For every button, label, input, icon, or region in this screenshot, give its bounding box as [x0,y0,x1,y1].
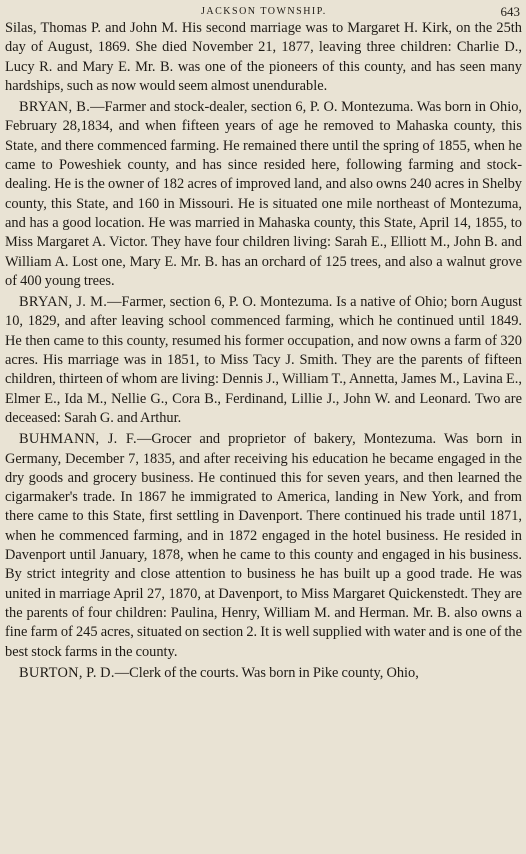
entry-bryan-b [5,98,522,291]
entry-name: BURTON, P. D. [19,664,115,681]
page-number: 643 [500,4,520,19]
entry-burton-p-d [5,664,522,683]
entry-bryan-j-m [5,293,522,428]
entry-text: —Farmer and stock-dealer, section 6, P. O. Montezuma. Was born in Ohio, February 28,1834, and when fifteen years of age he removed to Mahaska county, this State, and there commenced farming. He remained there until the spring of 1855, when he came to Poweshiek county, and has since resided here, following farming and stock-dealing. He is the owner of 182 acres of improved land, and also owns 240 acres in Shelby county, this State, and 160 in Missouri. He is situated one mile northeast of Montezuma, and has a good location. He was married in Mahaska county, this State, April 14, 1855, to Miss Margaret A. Victor. They have four children living: Sarah E., Elliott M., John B. and William A. Lost one, Mary E. Mr. B. has an orchard of 125 trees, and also a walnut grove of 400 young trees. [5,99,522,289]
entry-text: —Farmer, section 6, P. O. Montezuma. Is a native of Ohio; born August 10, 1829, and after leaving school commenced farming, which he continued until 1849. He then came to this county, resumed his former occupation, and now owns a farm of 320 acres. His marriage was in 1851, to Miss Tacy J. Smith. They are the parents of fifteen children, thirteen of whom are living: Dennis J., William T., Annetta, James M., Lavina E., Elmer E., Ida M., Nellie G., Cora B., Ferdinand, Lillie J., John W. and Leonard. Two are deceased: Sarah G. and Arthur. [5,294,523,426]
entry-buhmann-j-f [5,430,522,662]
running-head: JACKSON TOWNSHIP. [201,6,327,17]
entry-name: BRYAN, J. M. [19,294,108,311]
page-header [5,4,522,19]
entry-text: —Clerk of the courts. Was born in Pike county, Ohio, [114,664,419,681]
paragraph-text: Silas, Thomas P. and John M. His second marriage was to Margaret H. Kirk, on the 25th day of August, 1869. She died November 21, 1877, leaving three children: Charlie D., Lucy R. and Mary E. Mr. B. was one of the pioneers of this county, and has seen many hardships, such as now would seem almost unendurable. [5,20,522,94]
paragraph-continuation [5,19,522,96]
entry-name: BUHMANN, J. F. [19,431,137,448]
entry-text: —Grocer and proprietor of bakery, Montezuma. Was born in Germany, December 7, 1835, and after receiving his education he became engaged in the dry goods and grocery business. He continued this for seven years, and then learned the cigarmaker's trade. In 1867 he immigrated to America, landing in New York, and from there came to this State, first settling in Davenport. There continued his trade until 1871, when he commenced farming, and in 1872 engaged in the hotel business. He resided in Davenport until January, 1878, when he came to this county and engaged in his business. By strict integrity and close attention to business he has built up a good trade. He was united in marriage April 27, 1870, at Davenport, to Miss Margaret Quickenstedt. They are the parents of four children: Paulina, Henry, William M. and Herman. Mr. B. also owns a fine farm of 245 acres, situated on section 2. It is well supplied with water and is one of the best stock farms in the county. [5,431,522,660]
page-body [5,19,522,683]
entry-name: BRYAN, B. [19,99,91,116]
